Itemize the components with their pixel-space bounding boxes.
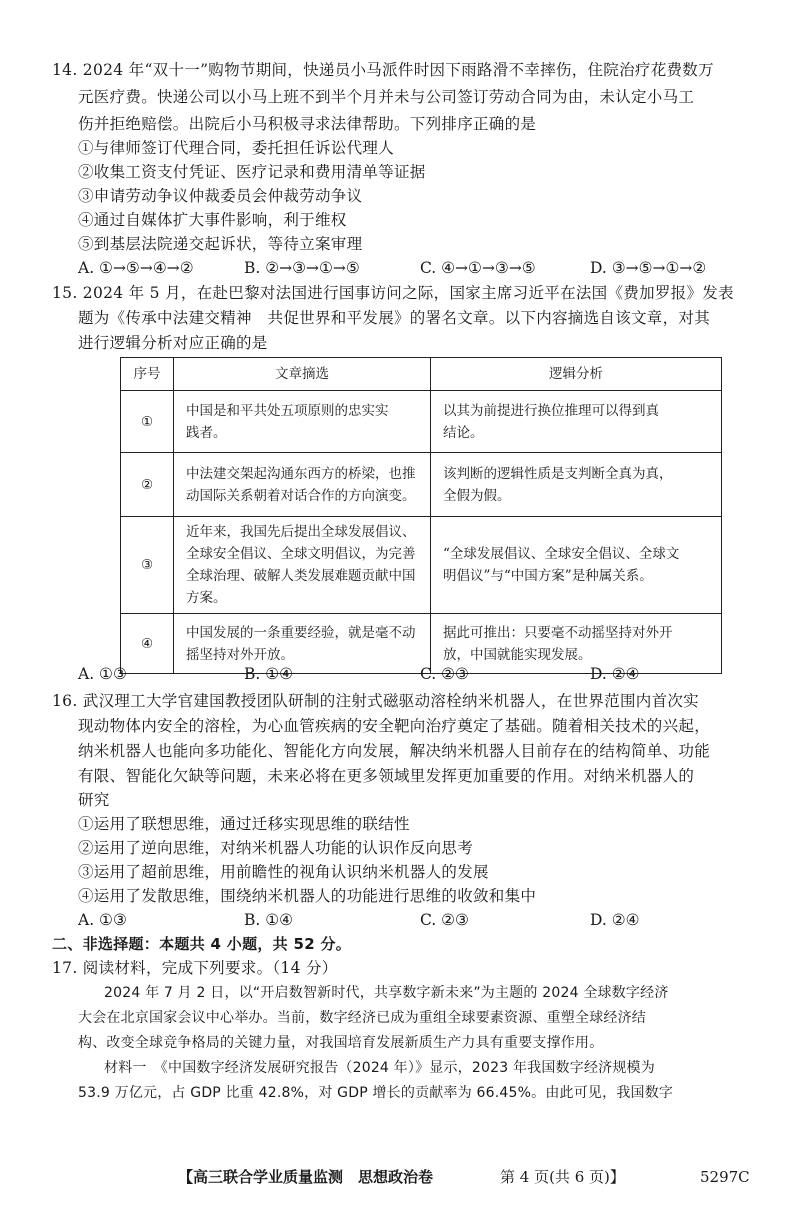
excerpt-line: 践者。 (186, 424, 227, 441)
table-row (121, 517, 722, 614)
excerpt-line: 中法建交架起沟通东西方的桥梁，也推 (186, 465, 416, 482)
analysis-cell (431, 453, 722, 517)
excerpt-cell (174, 453, 431, 517)
excerpt-line: 中国发展的一条重要经验，就是毫不动 (186, 624, 416, 641)
q15-stem-line: 15. 2024 年 5 月，在赴巴黎对法国进行国事访问之际，国家主席习近平在法国《费加罗报》发表 (52, 284, 734, 302)
q16-stem-line: 纳米机器人也能向多功能化、智能化方向发展，解决纳米机器人目前存在的结构简单、功能 (78, 742, 711, 760)
section-heading: 二、非选择题：本题共 4 小题，共 52 分。 (52, 935, 352, 953)
analysis-line: 全假为假。 (443, 487, 511, 504)
q15-option-c[interactable]: C. ②③ (420, 665, 469, 683)
table-header: 序号 (121, 358, 174, 391)
q16-option-a[interactable]: A. ①③ (78, 911, 127, 929)
q17-material-line: 材料一 《中国数字经济发展研究报告（2024 年）》显示，2023 年我国数字经济规模为 (104, 1060, 655, 1076)
q16-item: ④运用了发散思维，围绕纳米机器人的功能进行思维的收敛和集中 (78, 887, 537, 905)
footer-page-number: 第 4 页(共 6 页)】 (500, 1168, 625, 1186)
q14-stem-line: 伤并拒绝赔偿。出院后小马积极寻求法律帮助。下列排序正确的是 (78, 115, 537, 133)
q14-item: ④通过自媒体扩大事件影响，利于维权 (78, 211, 347, 229)
q14-item: ①与律师签订代理合同，委托担任诉讼代理人 (78, 139, 395, 157)
excerpt-line: 方案。 (186, 590, 227, 606)
q15-stem-line: 题为《传承中法建交精神 共促世界和平发展》的署名文章。以下内容摘选自该文章，对其 (78, 309, 711, 327)
q16-item: ③运用了超前思维，用前瞻性的视角认识纳米机器人的发展 (78, 863, 489, 881)
q16-options (78, 910, 738, 930)
q14-option-c[interactable]: C. ④→①→③→⑤ (420, 259, 536, 277)
analysis-cell (431, 391, 722, 453)
footer-code: 5297C (700, 1168, 750, 1186)
q15-options (78, 664, 738, 684)
excerpt-line: 近年来，我国先后提出全球发展倡议、 (186, 524, 416, 540)
q17-material-line: 53.9 万亿元，占 GDP 比重 42.8%，对 GDP 增长的贡献率为 66.45%。由此可见，我国数字 (78, 1085, 674, 1101)
table-header: 文章摘选 (174, 358, 431, 391)
footer-exam-text: 【高三联合学业质量监测 思想政治卷 (178, 1168, 434, 1186)
excerpt-line: 中国是和平共处五项原则的忠实实 (186, 402, 389, 419)
analysis-line: 结论。 (443, 424, 484, 441)
table-row (121, 391, 722, 453)
row-number: ② (121, 453, 174, 517)
row-number: ① (121, 391, 174, 453)
q14-option-a[interactable]: A. ①→⑤→④→② (78, 259, 194, 277)
q16-option-b[interactable]: B. ①④ (244, 911, 294, 929)
q14-option-b[interactable]: B. ②→③→①→⑤ (244, 259, 360, 277)
q16-option-c[interactable]: C. ②③ (420, 911, 469, 929)
excerpt-cell (174, 517, 431, 614)
q16-item: ②运用了逆向思维，对纳米机器人功能的认识作反向思考 (78, 839, 474, 857)
q14-item: ③申请劳动争议仲裁委员会仲裁劳动争议 (78, 187, 363, 205)
analysis-line: 据此可推出：只要毫不动摇坚持对外开 (443, 624, 673, 641)
excerpt-line: 摇坚持对外开放。 (186, 646, 294, 663)
q15-option-b[interactable]: B. ①④ (244, 665, 294, 683)
analysis-line: 以其为前提进行换位推理可以得到真 (443, 402, 659, 419)
footer-exam-title (178, 1166, 433, 1188)
analysis-line: 明倡议”与“中国方案”是种属关系。 (443, 568, 653, 584)
excerpt-cell (174, 391, 431, 453)
q16-stem-line: 研究 (78, 791, 110, 809)
table-header: 逻辑分析 (431, 358, 722, 391)
table-row (121, 453, 722, 517)
excerpt-line: 全球安全倡议、全球文明倡议，为完善 (186, 546, 416, 562)
q17-paragraph-line: 2024 年 7 月 2 日，以“开启数智新时代，共享数字新未来”为主题的 2024 全球数字经济 (104, 985, 669, 1001)
q16-stem-line: 16. 武汉理工大学官建国教授团队研制的注射式磁驱动溶栓纳米机器人，在世界范围内首次实 (52, 692, 699, 710)
q15-option-d[interactable]: D. ②④ (590, 665, 640, 683)
q16-stem-line: 有限、智能化欠缺等问题，未来必将在更多领域里发挥更加重要的作用。对纳米机器人的 (78, 767, 695, 785)
q17-paragraph-line: 构、改变全球竞争格局的关键力量，对我国培育发展新质生产力具有重要支撑作用。 (78, 1035, 604, 1051)
q15-table (120, 357, 722, 674)
analysis-line: “全球发展倡议、全球安全倡议、全球文 (443, 546, 680, 562)
q15-option-a[interactable]: A. ①③ (78, 665, 127, 683)
q14-item: ⑤到基层法院递交起诉状，等待立案审理 (78, 235, 363, 253)
excerpt-line: 全球治理、破解人类发展难题贡献中国 (186, 568, 416, 584)
q17-paragraph-line: 大会在北京国家会议中心举办。当前，数字经济已成为重组全球要素资源、重塑全球经济结 (78, 1010, 646, 1026)
q14-item: ②收集工资支付凭证、医疗记录和费用清单等证据 (78, 163, 426, 181)
row-number: ④ (121, 614, 174, 674)
row-number: ③ (121, 517, 174, 614)
table-header-row (121, 358, 722, 391)
q14-stem-line: 14. 2024 年“双十一”购物节期间，快递员小马派件时因下雨路滑不幸摔伤，住院治疗花费数万 (52, 61, 714, 79)
excerpt-line: 动国际关系朝着对话合作的方向演变。 (186, 487, 416, 504)
analysis-cell (431, 517, 722, 614)
q16-stem-line: 现动物体内安全的溶栓，为心血管疾病的安全靶向治疗奠定了基础。随着相关技术的兴起， (78, 717, 711, 735)
q14-stem-line: 元医疗费。快递公司以小马上班不到半个月并未与公司签订劳动合同为由，未认定小马工 (78, 88, 695, 106)
q14-option-d[interactable]: D. ③→⑤→①→② (590, 259, 707, 277)
q17-title: 17. 阅读材料，完成下列要求。（14 分） (52, 959, 338, 977)
q14-options (78, 258, 738, 278)
q16-item: ①运用了联想思维，通过迁移实现思维的联结性 (78, 815, 410, 833)
analysis-line: 该判断的逻辑性质是支判断全真为真， (443, 465, 673, 482)
q15-stem-line: 进行逻辑分析对应正确的是 (78, 334, 268, 352)
q16-option-d[interactable]: D. ②④ (590, 911, 640, 929)
analysis-line: 放，中国就能实现发展。 (443, 646, 592, 663)
